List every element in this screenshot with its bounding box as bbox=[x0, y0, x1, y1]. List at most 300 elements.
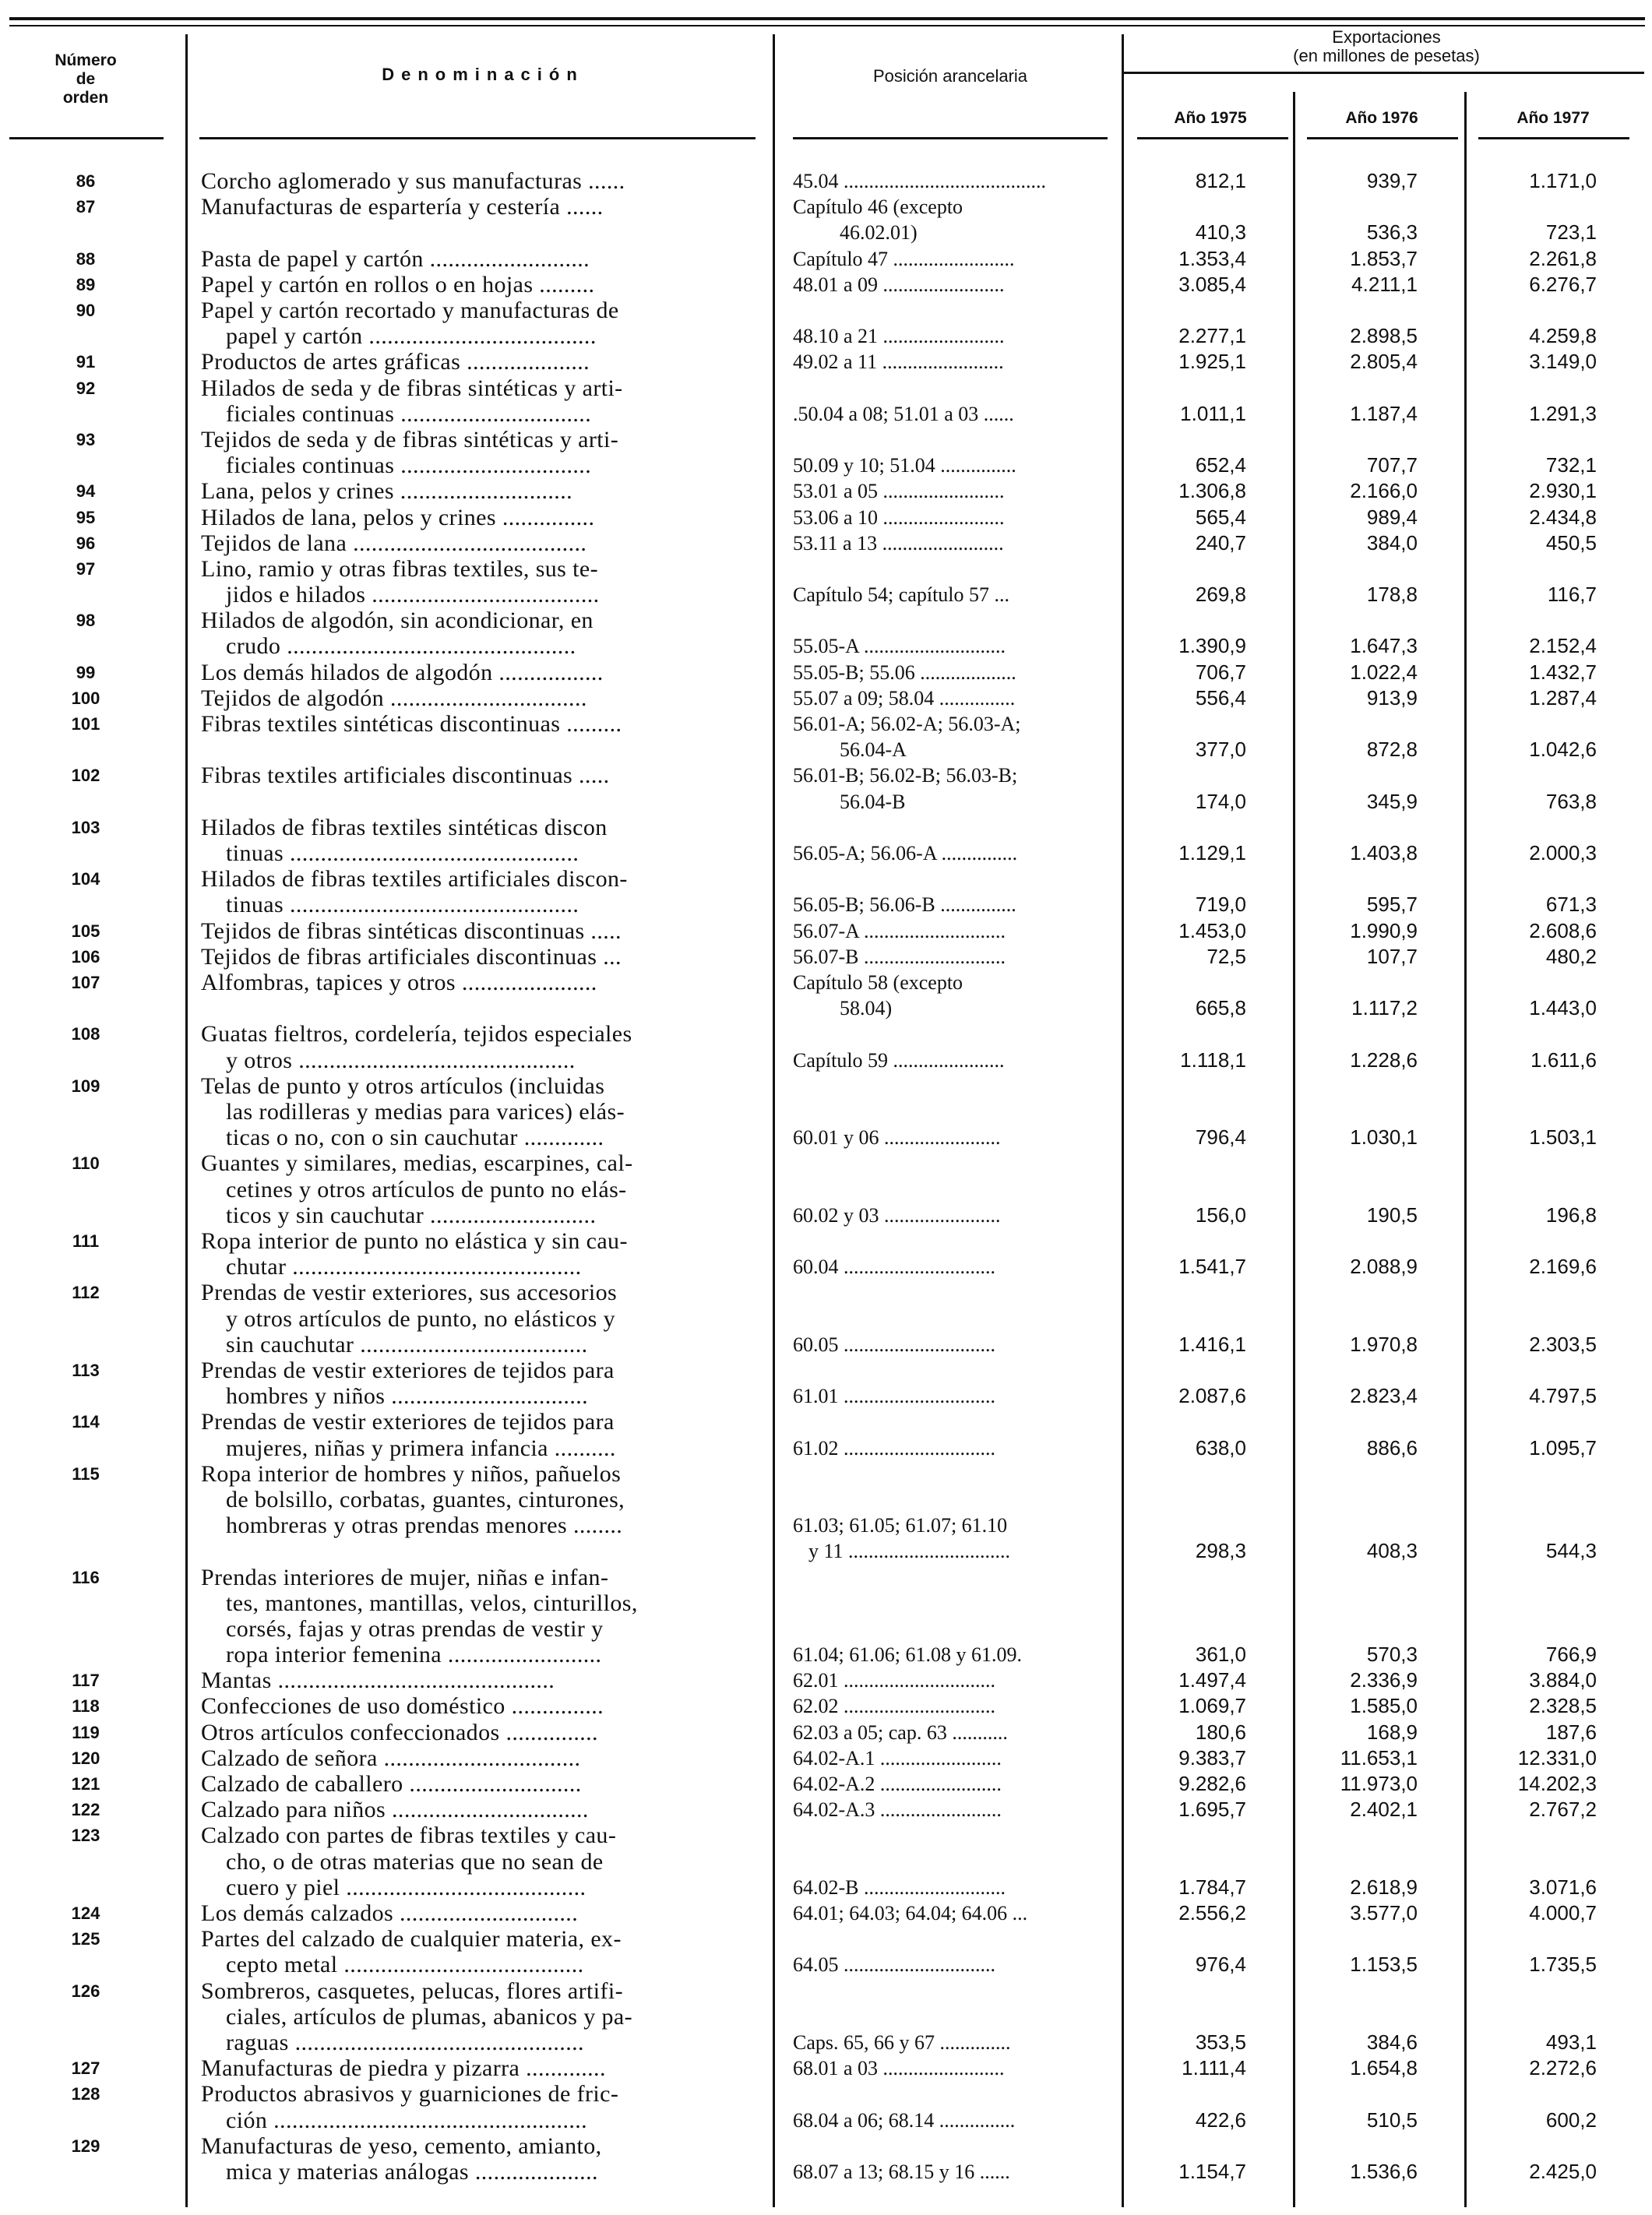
value-1976: 1.153,5 bbox=[1350, 1953, 1418, 1977]
header-year-1975: Año 1975 bbox=[1174, 109, 1247, 127]
value-1977: 2.261,8 bbox=[1529, 246, 1597, 270]
row-denominacion bbox=[201, 168, 756, 194]
table-row bbox=[0, 2055, 1652, 2081]
value-1977: 12.331,0 bbox=[1517, 1745, 1597, 1770]
value-1977: 1.042,6 bbox=[1529, 738, 1597, 762]
row-denominacion bbox=[201, 1667, 756, 1693]
value-1977: 732,1 bbox=[1545, 453, 1597, 477]
value-1976: 1.403,8 bbox=[1350, 841, 1418, 865]
value-1977: 196,8 bbox=[1545, 1203, 1597, 1227]
row-number: 111 bbox=[72, 1231, 100, 1251]
value-1975: 1.353,4 bbox=[1178, 246, 1246, 270]
denominacion-line: Manufacturas de espartería y cestería ...... bbox=[201, 194, 604, 220]
value-1976: 190,5 bbox=[1366, 1203, 1418, 1227]
value-1975: 565,4 bbox=[1195, 505, 1246, 529]
header-exportaciones bbox=[1125, 28, 1647, 65]
denominacion-line: Hilados de algodón, sin acondicionar, en bbox=[201, 607, 594, 634]
value-1977: 4.000,7 bbox=[1529, 1901, 1597, 1925]
denominacion-line: Papel y cartón recortado y manufacturas de bbox=[201, 297, 619, 323]
row-number: 105 bbox=[71, 921, 100, 941]
denominacion-line: ropa interior femenina ......................... bbox=[226, 1642, 602, 1668]
value-1976: 2.402,1 bbox=[1350, 1798, 1418, 1822]
posicion-line: 68.07 a 13; 68.15 y 16 ...... bbox=[793, 2160, 1010, 2183]
value-1977: 1.432,7 bbox=[1529, 660, 1597, 684]
denominacion-line: de bolsillo, corbatas, guantes, cinturones, bbox=[226, 1486, 625, 1512]
value-1976: 913,9 bbox=[1366, 685, 1418, 710]
value-1976: 1.990,9 bbox=[1350, 918, 1418, 942]
header-underline-1977 bbox=[1478, 137, 1629, 139]
value-1977: 1.095,7 bbox=[1529, 1435, 1597, 1460]
table-row bbox=[0, 530, 1652, 556]
denominacion-line: y otros artículos de punto, no elásticos y bbox=[226, 1305, 616, 1332]
row-number: 98 bbox=[76, 611, 96, 631]
row-denominacion bbox=[201, 815, 756, 866]
posicion-line: y 11 ................................ bbox=[808, 1540, 1011, 1563]
value-1975: 410,3 bbox=[1195, 220, 1246, 245]
row-number: 122 bbox=[71, 1800, 100, 1820]
row-posicion bbox=[793, 1771, 1112, 1797]
denominacion-line: Partes del calzado de cualquier materia, ex- bbox=[201, 1926, 622, 1953]
value-1977: 187,6 bbox=[1545, 1720, 1597, 1744]
value-1975: 1.453,0 bbox=[1178, 918, 1246, 942]
denominacion-line: ciales, artículos de plumas, abanicos y pa- bbox=[226, 2003, 633, 2030]
denominacion-line: crudo ............................................... bbox=[226, 633, 576, 660]
row-number: 126 bbox=[71, 1981, 100, 2001]
row-denominacion bbox=[201, 762, 756, 788]
row-number: 86 bbox=[76, 171, 96, 191]
value-1975: 377,0 bbox=[1195, 738, 1246, 762]
header-denominacion: Denominación bbox=[382, 65, 584, 84]
value-1977: 116,7 bbox=[1547, 583, 1597, 607]
row-number: 99 bbox=[76, 662, 96, 682]
value-1977: 766,9 bbox=[1545, 1643, 1597, 1667]
row-posicion bbox=[793, 1875, 1112, 1900]
header-numero-line: Número bbox=[55, 51, 117, 69]
row-number: 87 bbox=[76, 197, 96, 217]
row-denominacion bbox=[201, 1409, 756, 1460]
row-denominacion bbox=[201, 685, 756, 711]
table-row bbox=[0, 1667, 1652, 1693]
denominacion-line: Prendas interiores de mujer, niñas e infan- bbox=[201, 1564, 609, 1590]
posicion-line: 68.01 a 03 ........................ bbox=[793, 2057, 1005, 2080]
value-1975: 638,0 bbox=[1195, 1435, 1246, 1460]
row-posicion bbox=[793, 1900, 1112, 1926]
table-row bbox=[0, 1926, 1652, 1977]
row-posicion bbox=[793, 1048, 1112, 1073]
value-1976: 11.973,0 bbox=[1340, 1772, 1418, 1796]
posicion-line: 53.01 a 05 ........................ bbox=[793, 480, 1005, 503]
value-1975: 2.087,6 bbox=[1178, 1384, 1246, 1408]
row-posicion bbox=[793, 349, 1112, 375]
value-1977: 493,1 bbox=[1545, 2030, 1597, 2054]
value-1977: 763,8 bbox=[1545, 789, 1597, 813]
denominacion-line: Ropa interior de punto no elástica y sin cau- bbox=[201, 1227, 628, 1254]
value-1977: 671,3 bbox=[1545, 893, 1597, 917]
value-1975: 1.118,1 bbox=[1180, 1048, 1246, 1072]
header-numero-line: orden bbox=[62, 89, 109, 107]
table-row bbox=[0, 1358, 1652, 1409]
row-posicion bbox=[793, 2030, 1112, 2055]
row-posicion bbox=[793, 1383, 1112, 1409]
row-denominacion bbox=[201, 1720, 756, 1745]
row-number: 120 bbox=[71, 1748, 100, 1768]
table-row bbox=[0, 2133, 1652, 2185]
denominacion-line: Prendas de vestir exteriores, sus accesorios bbox=[201, 1280, 618, 1306]
row-posicion bbox=[793, 892, 1112, 917]
table-row bbox=[0, 918, 1652, 944]
posicion-line: 68.04 a 06; 68.14 ............... bbox=[793, 2108, 1016, 2132]
posicion-line: 56.01-B; 56.02-B; 56.03-B; bbox=[793, 764, 1018, 787]
row-denominacion bbox=[201, 970, 756, 995]
denominacion-line: Tejidos de lana ...................................... bbox=[201, 530, 587, 556]
table-row bbox=[0, 298, 1652, 349]
row-posicion bbox=[793, 762, 1112, 814]
value-1976: 178,8 bbox=[1366, 583, 1418, 607]
value-1976: 384,0 bbox=[1366, 530, 1418, 555]
posicion-line bbox=[793, 1487, 1112, 1512]
table-row bbox=[0, 1797, 1652, 1822]
row-denominacion bbox=[201, 1565, 756, 1668]
posicion-line bbox=[793, 1461, 1112, 1487]
denominacion-line: Pasta de papel y cartón .......................... bbox=[201, 245, 590, 272]
denominacion-line: Los demás calzados ............................. bbox=[201, 1900, 579, 1927]
denominacion-line: Calzado de señora ................................ bbox=[201, 1745, 581, 1771]
value-1976: 384,6 bbox=[1366, 2030, 1418, 2054]
posicion-line: 61.03; 61.05; 61.07; 61.10 bbox=[793, 1514, 1008, 1537]
table-row bbox=[0, 1565, 1652, 1668]
row-number: 97 bbox=[76, 558, 96, 579]
value-1977: 723,1 bbox=[1545, 220, 1597, 245]
value-1977: 1.287,4 bbox=[1529, 685, 1597, 710]
denominacion-line: Lana, pelos y crines ............................ bbox=[201, 478, 573, 505]
value-1976: 345,9 bbox=[1366, 789, 1418, 813]
table-row bbox=[0, 349, 1652, 375]
row-posicion bbox=[793, 1332, 1112, 1358]
value-1975: 156,0 bbox=[1195, 1203, 1246, 1227]
posicion-line: 62.02 .............................. bbox=[793, 1695, 995, 1718]
posicion-line: Capítulo 59 ...................... bbox=[793, 1048, 1005, 1072]
posicion-line: 64.01; 64.03; 64.04; 64.06 ... bbox=[793, 1902, 1028, 1925]
value-1977: 600,2 bbox=[1545, 2108, 1597, 2132]
value-1975: 976,4 bbox=[1195, 1953, 1246, 1977]
value-1975: 1.390,9 bbox=[1178, 634, 1246, 658]
denominacion-line: Tejidos de seda y de fibras sintéticas y arti- bbox=[201, 426, 619, 453]
top-rule-thin bbox=[9, 25, 1645, 26]
row-denominacion bbox=[201, 1771, 756, 1797]
value-1976: 2.088,9 bbox=[1350, 1255, 1418, 1279]
denominacion-line: Prendas de vestir exteriores de tejidos para bbox=[201, 1357, 615, 1383]
header-numero-line: de bbox=[76, 70, 96, 88]
row-posicion bbox=[793, 246, 1112, 272]
row-posicion bbox=[793, 711, 1112, 762]
denominacion-line: cepto metal ....................................... bbox=[226, 1952, 584, 1978]
value-1975: 72,5 bbox=[1206, 944, 1246, 968]
row-number: 109 bbox=[71, 1076, 100, 1096]
row-number: 114 bbox=[72, 1412, 100, 1432]
denominacion-line: Sombreros, casquetes, pelucas, flores artifi- bbox=[201, 1977, 623, 2004]
row-number: 110 bbox=[72, 1153, 100, 1174]
row-denominacion bbox=[201, 1150, 756, 1228]
row-number: 101 bbox=[71, 714, 100, 734]
row-number: 129 bbox=[71, 2136, 100, 2156]
row-posicion bbox=[793, 1435, 1112, 1461]
row-denominacion bbox=[201, 660, 756, 685]
value-1975: 665,8 bbox=[1195, 996, 1246, 1020]
row-posicion bbox=[793, 633, 1112, 659]
row-number: 124 bbox=[71, 1903, 100, 1924]
value-1977: 4.259,8 bbox=[1529, 324, 1597, 348]
value-1975: 1.069,7 bbox=[1178, 1694, 1246, 1718]
denominacion-line: Calzado para niños ................................ bbox=[201, 1797, 589, 1823]
row-denominacion bbox=[201, 1926, 756, 1977]
value-1975: 353,5 bbox=[1195, 2030, 1246, 2054]
table-row bbox=[0, 762, 1652, 814]
value-1976: 2.336,9 bbox=[1350, 1668, 1418, 1692]
posicion-line: 45.04 ........................................ bbox=[793, 170, 1046, 192]
value-1975: 556,4 bbox=[1195, 685, 1246, 710]
row-denominacion bbox=[201, 1280, 756, 1358]
posicion-line: Capítulo 58 (excepto bbox=[793, 970, 963, 994]
table-row bbox=[0, 1461, 1652, 1565]
value-1977: 1.171,0 bbox=[1529, 169, 1597, 192]
row-denominacion bbox=[201, 607, 756, 659]
row-posicion bbox=[793, 1642, 1112, 1667]
table-row bbox=[0, 815, 1652, 866]
value-1977: 2.608,6 bbox=[1529, 918, 1597, 942]
value-1977: 3.071,6 bbox=[1529, 1875, 1597, 1899]
table-row bbox=[0, 1771, 1652, 1797]
row-posicion bbox=[793, 478, 1112, 504]
row-denominacion bbox=[201, 530, 756, 556]
row-number: 88 bbox=[76, 248, 96, 269]
table-row bbox=[0, 427, 1652, 478]
row-denominacion bbox=[201, 1693, 756, 1719]
value-1977: 2.767,2 bbox=[1529, 1798, 1597, 1822]
row-number: 117 bbox=[72, 1671, 100, 1691]
value-1977: 1.735,5 bbox=[1529, 1953, 1597, 1977]
value-1977: 4.797,5 bbox=[1529, 1384, 1597, 1408]
value-1977: 2.930,1 bbox=[1529, 479, 1597, 503]
value-1977: 1.291,3 bbox=[1529, 401, 1597, 425]
posicion-line: 48.10 a 21 ........................ bbox=[793, 325, 1005, 348]
header-year-1977: Año 1977 bbox=[1516, 109, 1590, 127]
value-1975: 1.497,4 bbox=[1178, 1668, 1246, 1692]
posicion-line: Capítulo 54; capítulo 57 ... bbox=[793, 583, 1010, 607]
denominacion-line: chutar ............................................... bbox=[226, 1254, 582, 1280]
value-1977: 2.434,8 bbox=[1529, 505, 1597, 529]
row-number: 121 bbox=[71, 1774, 100, 1794]
row-number: 125 bbox=[71, 1929, 100, 1949]
posicion-line: 60.01 y 06 ....................... bbox=[793, 1126, 1001, 1150]
row-posicion bbox=[793, 453, 1112, 478]
row-posicion bbox=[793, 944, 1112, 970]
value-1975: 1.011,1 bbox=[1180, 401, 1246, 425]
header-posicion: Posición arancelaria bbox=[872, 66, 1028, 86]
posicion-line: 56.04-B bbox=[840, 790, 906, 813]
table-row bbox=[0, 478, 1652, 504]
posicion-line: 56.04-A bbox=[840, 738, 907, 762]
value-1975: 1.925,1 bbox=[1178, 350, 1246, 374]
posicion-line: 58.04) bbox=[840, 997, 893, 1020]
denominacion-line: Productos abrasivos y guarniciones de fric- bbox=[201, 2081, 619, 2108]
denominacion-line: Guantes y similares, medias, escarpines, cal- bbox=[201, 1150, 633, 1177]
value-1976: 1.022,4 bbox=[1350, 660, 1418, 684]
value-1977: 1.611,6 bbox=[1530, 1048, 1597, 1072]
denominacion-line: Telas de punto y otros artículos (incluidas bbox=[201, 1072, 605, 1099]
table-row bbox=[0, 685, 1652, 711]
row-posicion bbox=[793, 401, 1112, 427]
value-1976: 11.653,1 bbox=[1340, 1745, 1418, 1770]
denominacion-line: Los demás hilados de algodón ................. bbox=[201, 659, 604, 685]
table-row bbox=[0, 2081, 1652, 2132]
denominacion-line: Manufacturas de piedra y pizarra ............. bbox=[201, 2055, 606, 2082]
row-denominacion bbox=[201, 2081, 756, 2132]
value-1977: 3.884,0 bbox=[1529, 1668, 1597, 1692]
posicion-line: 50.09 y 10; 51.04 ............... bbox=[793, 454, 1016, 477]
row-denominacion bbox=[201, 1228, 756, 1280]
value-1976: 1.853,7 bbox=[1350, 246, 1418, 270]
posicion-line: 64.02-B ............................ bbox=[793, 1875, 1006, 1899]
denominacion-line: Tejidos de fibras sintéticas discontinuas ..... bbox=[201, 917, 622, 944]
posicion-line: 62.01 .............................. bbox=[793, 1669, 995, 1692]
posicion-line: 56.05-A; 56.06-A ............... bbox=[793, 842, 1018, 865]
row-denominacion bbox=[201, 2133, 756, 2185]
value-1976: 536,3 bbox=[1366, 220, 1418, 245]
row-denominacion bbox=[201, 427, 756, 478]
row-number: 127 bbox=[71, 2058, 100, 2079]
table-row bbox=[0, 272, 1652, 298]
table-body bbox=[0, 168, 1652, 2185]
value-1975: 652,4 bbox=[1195, 453, 1246, 477]
row-posicion bbox=[793, 168, 1112, 194]
denominacion-line: Fibras textiles sintéticas discontinuas ......... bbox=[201, 711, 622, 738]
denominacion-line: raguas ............................................... bbox=[226, 2030, 584, 2055]
value-1977: 6.276,7 bbox=[1529, 272, 1597, 296]
posicion-line: Caps. 65, 66 y 67 .............. bbox=[793, 2030, 1011, 2054]
value-1976: 510,5 bbox=[1366, 2108, 1418, 2132]
table-row bbox=[0, 168, 1652, 194]
row-number: 95 bbox=[76, 507, 96, 527]
header-underline-1976 bbox=[1307, 137, 1458, 139]
denominacion-line: mujeres, niñas y primera infancia .......... bbox=[226, 1435, 616, 1461]
value-1976: 2.166,0 bbox=[1350, 479, 1418, 503]
posicion-line: 46.02.01) bbox=[840, 221, 918, 245]
denominacion-line: hombres y niños ................................ bbox=[226, 1383, 589, 1410]
row-number: 92 bbox=[76, 378, 96, 398]
row-posicion bbox=[793, 1667, 1112, 1693]
posicion-line: 48.01 a 09 ........................ bbox=[793, 273, 1005, 296]
row-number: 102 bbox=[71, 766, 100, 786]
header-exportaciones-line: Exportaciones bbox=[1332, 27, 1441, 47]
table-row bbox=[0, 1150, 1652, 1228]
value-1976: 1.585,0 bbox=[1350, 1694, 1418, 1718]
denominacion-line: Guatas fieltros, cordelería, tejidos especiales bbox=[201, 1021, 632, 1048]
value-1975: 812,1 bbox=[1195, 169, 1246, 192]
denominacion-line: cuero y piel ....................................... bbox=[226, 1874, 586, 1900]
denominacion-line: tes, mantones, mantillas, velos, cinturillos, bbox=[226, 1590, 638, 1616]
value-1976: 1.187,4 bbox=[1350, 401, 1418, 425]
posicion-line: Capítulo 46 (excepto bbox=[793, 195, 963, 219]
header-underline-posicion bbox=[793, 137, 1108, 139]
row-number: 113 bbox=[72, 1360, 100, 1380]
value-1975: 719,0 bbox=[1195, 893, 1246, 917]
posicion-line: 56.07-A ............................ bbox=[793, 919, 1006, 942]
table-row bbox=[0, 556, 1652, 607]
posicion-line: 55.05-B; 55.06 ................... bbox=[793, 660, 1016, 684]
posicion-line: 64.05 .............................. bbox=[793, 1953, 995, 1977]
value-1976: 4.211,1 bbox=[1351, 272, 1418, 296]
value-1977: 14.202,3 bbox=[1517, 1772, 1597, 1796]
posicion-line: 49.02 a 11 ........................ bbox=[793, 350, 1004, 374]
value-1976: 2.805,4 bbox=[1350, 350, 1418, 374]
row-posicion bbox=[793, 194, 1112, 245]
row-posicion bbox=[793, 1797, 1112, 1822]
row-denominacion bbox=[201, 1978, 756, 2056]
value-1976: 1.030,1 bbox=[1350, 1125, 1418, 1150]
row-posicion bbox=[793, 660, 1112, 685]
row-number: 90 bbox=[76, 300, 96, 320]
value-1976: 989,4 bbox=[1366, 505, 1418, 529]
value-1977: 2.303,5 bbox=[1529, 1332, 1597, 1356]
header-underline-numero bbox=[9, 137, 164, 139]
value-1975: 269,8 bbox=[1195, 583, 1246, 607]
top-rule-thick bbox=[9, 17, 1645, 20]
posicion-line: 55.07 a 09; 58.04 ............... bbox=[793, 686, 1016, 710]
row-posicion bbox=[793, 1203, 1112, 1228]
row-denominacion bbox=[201, 246, 756, 272]
row-number: 108 bbox=[71, 1024, 100, 1044]
denominacion-line: Hilados de lana, pelos y crines ............... bbox=[201, 504, 595, 530]
row-posicion bbox=[793, 1745, 1112, 1771]
denominacion-line: ficiales continuas ............................... bbox=[226, 453, 592, 479]
table-row bbox=[0, 1073, 1652, 1151]
posicion-line: .50.04 a 08; 51.01 a 03 ...... bbox=[793, 402, 1014, 425]
value-1976: 939,7 bbox=[1366, 169, 1418, 192]
table-row bbox=[0, 1280, 1652, 1358]
row-number: 128 bbox=[71, 2084, 100, 2104]
value-1975: 706,7 bbox=[1195, 660, 1246, 684]
value-1977: 450,5 bbox=[1545, 530, 1597, 555]
table-row bbox=[0, 505, 1652, 530]
row-number: 107 bbox=[71, 972, 100, 992]
value-1976: 595,7 bbox=[1366, 893, 1418, 917]
denominacion-line: ticos y sin cauchutar ........................... bbox=[226, 1202, 597, 1228]
denominacion-line: las rodilleras y medias para varices) elás- bbox=[226, 1098, 625, 1125]
posicion-line: 56.01-A; 56.02-A; 56.03-A; bbox=[793, 713, 1021, 736]
value-1975: 1.695,7 bbox=[1178, 1798, 1246, 1822]
row-posicion bbox=[793, 530, 1112, 556]
table-row bbox=[0, 246, 1652, 272]
table-row bbox=[0, 1021, 1652, 1072]
posicion-line: 56.07-B ............................ bbox=[793, 945, 1006, 968]
denominacion-line: Productos de artes gráficas .................... bbox=[201, 349, 590, 375]
header-year-1976: Año 1976 bbox=[1345, 109, 1418, 127]
table-row bbox=[0, 1900, 1652, 1926]
denominacion-line: Lino, ramio y otras fibras textiles, sus te- bbox=[201, 555, 598, 582]
table-row bbox=[0, 375, 1652, 427]
denominacion-line: papel y cartón ..................................... bbox=[226, 323, 597, 350]
row-denominacion bbox=[201, 1358, 756, 1409]
denominacion-line: mica y materias análogas .................... bbox=[226, 2158, 598, 2185]
value-1976: 1.228,6 bbox=[1350, 1048, 1418, 1072]
denominacion-line: jidos e hilados ..................................... bbox=[226, 582, 600, 608]
row-denominacion bbox=[201, 272, 756, 298]
row-denominacion bbox=[201, 349, 756, 375]
value-1977: 1.443,0 bbox=[1529, 996, 1597, 1020]
row-number: 94 bbox=[76, 481, 96, 502]
table-row bbox=[0, 1822, 1652, 1900]
row-denominacion bbox=[201, 505, 756, 530]
